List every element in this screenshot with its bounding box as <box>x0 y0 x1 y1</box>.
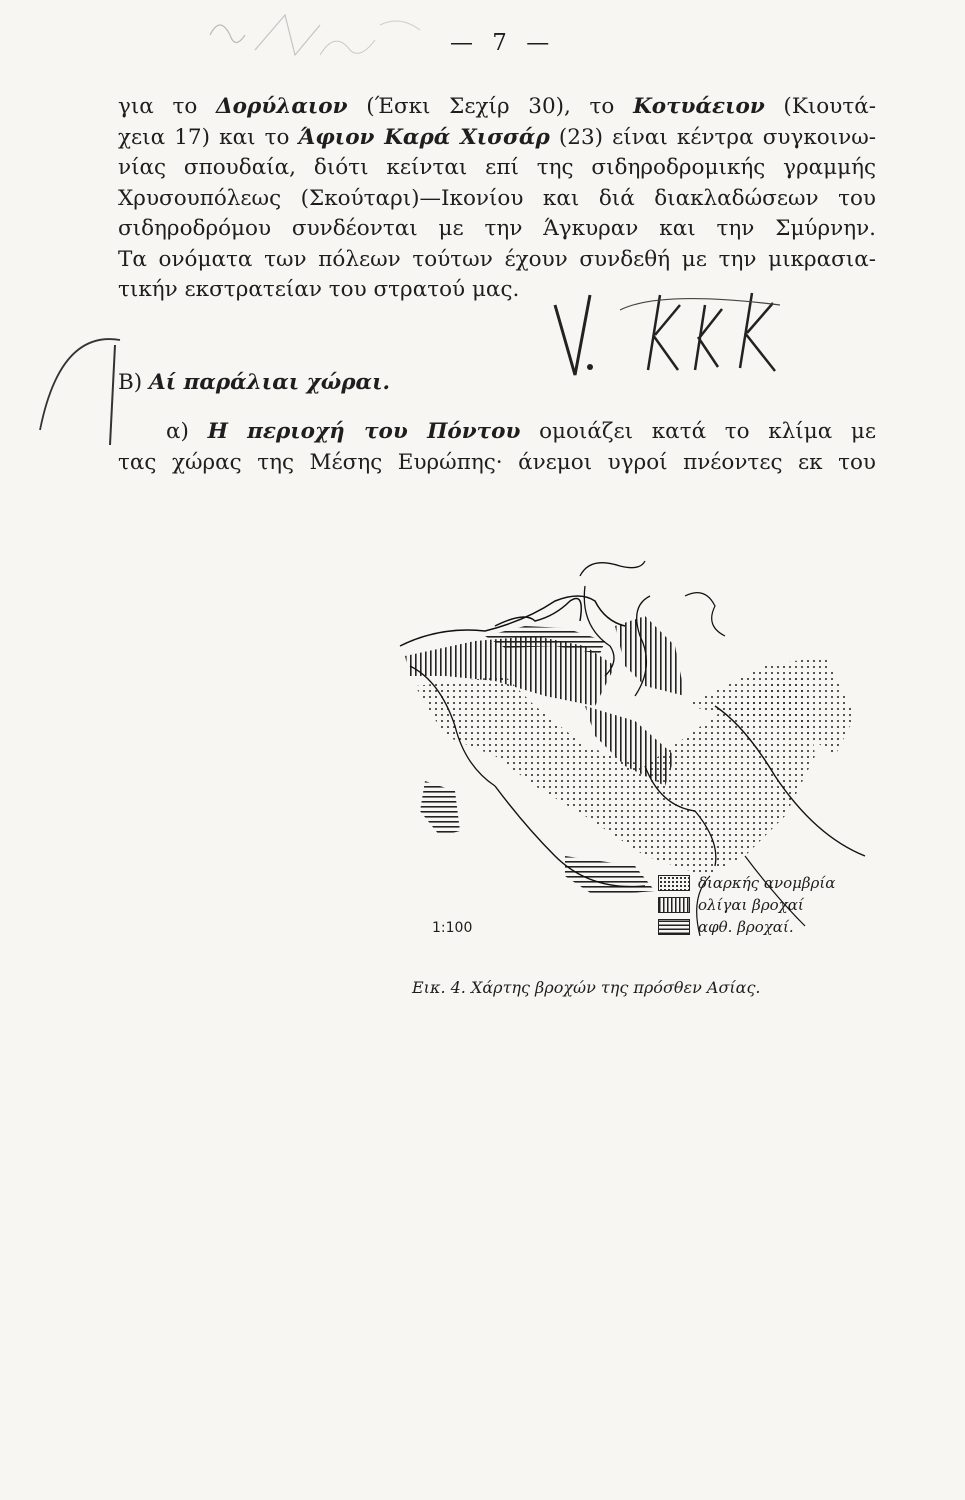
emphasized-term: Δορύλαιον <box>216 94 348 119</box>
section-heading-prefix: Β) <box>118 370 150 395</box>
section-heading-title: Αί παράλιαι χώραι. <box>149 370 390 395</box>
text-segment: Χρυσουπόλεως (Σκούταρι)—Ικονίου και διά διακλαδώσεων του <box>118 185 876 211</box>
emphasized-term: Η περιοχή του Πόντου <box>207 419 521 444</box>
text-segment: (Έσκι Σεχίρ 30), το <box>347 94 634 119</box>
text-segment: α) <box>166 419 208 444</box>
horizontal-hatch-swatch-icon <box>658 919 690 935</box>
legend-item <box>658 916 888 938</box>
legend-item <box>658 894 888 916</box>
text-line <box>118 153 876 183</box>
text-line <box>118 214 876 244</box>
map-scale: 1:100 <box>432 920 473 936</box>
pencil-annotation-top <box>200 5 440 85</box>
legend-label: ολίγαι βροχαί <box>698 896 804 914</box>
text-line <box>118 123 876 153</box>
text-line <box>118 184 876 214</box>
text-segment: νίας σπουδαία, διότι κείνται επί της σιδηροδρομικής γραμμής <box>118 155 876 180</box>
text-line <box>118 245 876 275</box>
text-segment: σιδηροδρόμου συνδέονται με την Άγκυραν και την Σμύρνην. <box>118 216 876 241</box>
legend-item <box>658 872 888 894</box>
map-legend <box>658 872 888 938</box>
text-segment: τας χώρας της Μέσης Ευρώπης· άνεμοι υγροί πνέοντες εκ του <box>118 449 876 475</box>
vertical-hatch-swatch-icon <box>658 897 690 913</box>
dots-swatch-icon <box>658 875 690 891</box>
text-segment: τικήν εκστρατείαν του στρατού μας. <box>118 277 520 302</box>
text-segment: ομοιάζει κατά το κλίμα με <box>520 419 876 444</box>
legend-label: διαρκής ανομβρία <box>698 874 836 892</box>
text-line <box>118 275 876 305</box>
text-line <box>118 448 876 478</box>
emphasized-term: Κοτυάειον <box>633 94 765 119</box>
text-segment: (Κιουτά- <box>764 94 876 119</box>
text-segment: Τα ονόματα των πόλεων τούτων έχουν συνδεθή με την μικρασια- <box>118 246 876 272</box>
text-segment: για το <box>118 94 216 119</box>
text-segment: (23) είναι κέντρα συγκοινω- <box>549 124 876 150</box>
text-line <box>118 92 876 122</box>
emphasized-term: Άφιον Καρά Χισσάρ <box>298 124 550 150</box>
figure-caption: Εικ. 4. Χάρτης βροχών της πρόσθεν Ασίας. <box>412 978 761 997</box>
text-segment: χεια 17) και το <box>118 124 299 150</box>
text-line <box>118 417 876 447</box>
legend-label: αφθ. βροχαί. <box>698 918 794 936</box>
page-number: — 7 — <box>450 30 556 56</box>
section-heading <box>118 368 390 398</box>
